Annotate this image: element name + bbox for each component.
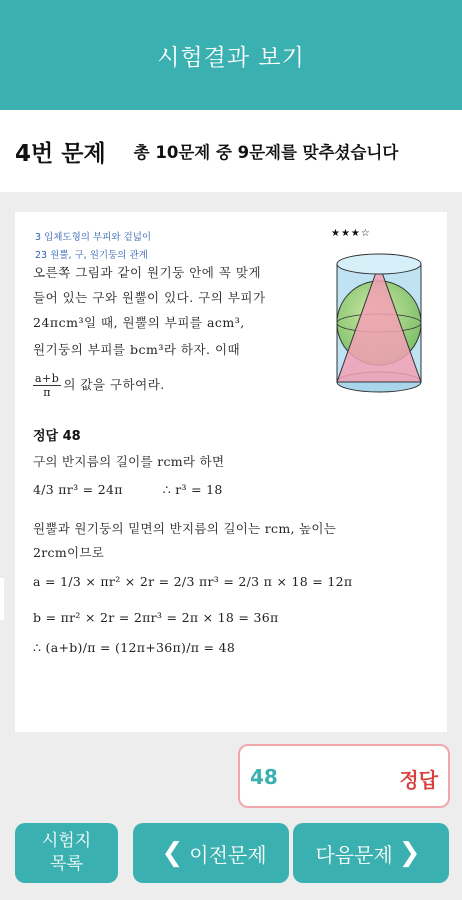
question-fraction: $\frac{a+b}{\pi}$ <box>35 372 60 399</box>
question-text-line: $\frac{a+b}{\pi}$ 의 값을 구하여라. <box>35 372 165 399</box>
question-text-line: 원기둥의 부피를 bcm³라 하자. 이때 <box>33 342 241 357</box>
previous-question-button[interactable] <box>133 823 289 883</box>
chevron-right-icon: ❯ <box>398 838 421 868</box>
question-card <box>15 212 447 732</box>
solution-line: ∴ (a+b)/π = (12π+36π)/π = 48 <box>33 640 236 655</box>
cylinder-sphere-cone-figure <box>329 250 429 400</box>
my-answer-box <box>238 744 450 808</box>
result-summary-bar <box>0 110 462 192</box>
solution-line: a = 1/3 × πr² × 2r = 2/3 πr³ = 2/3 π × 18 = 12π <box>33 574 353 589</box>
answer-heading: 정답 48 <box>33 429 81 444</box>
question-text-line: 들어 있는 구와 원뿔이 있다. 구의 부피가 <box>33 290 266 305</box>
solution-line: b = πr² × 2r = 2πr³ = 2π × 18 = 36π <box>33 610 279 625</box>
next-question-button[interactable] <box>293 823 449 883</box>
next-question-label: 다음문제 <box>315 842 393 867</box>
page-title: 시험결과 보기 <box>157 44 305 71</box>
chevron-left-icon: ❮ <box>161 838 184 868</box>
question-text-line: 오른쪽 그림과 같이 원기둥 안에 꼭 맞게 <box>33 265 262 280</box>
solution-line: 2rcm이므로 <box>33 545 105 560</box>
my-answer-value: 48 <box>250 765 278 789</box>
solution-line: 원뿔과 원기둥의 밑면의 반지름의 길이는 rcm, 높이는 <box>33 521 337 536</box>
exam-list-label-line2: 목록 <box>50 854 83 874</box>
solution-line: 4/3 πr³ = 24π ∴ r³ = 18 <box>33 482 223 497</box>
question-section: 3 입체도형의 부피와 겉넓이 <box>35 232 152 243</box>
app-header <box>0 0 462 110</box>
scroll-edge <box>0 578 4 620</box>
exam-list-label-line1: 시험지 <box>41 831 92 851</box>
question-text-line: 24πcm³일 때, 원뿔의 부피를 acm³, <box>33 315 245 330</box>
exam-list-button[interactable] <box>15 823 118 883</box>
solution-line: 구의 반지름의 길이를 rcm라 하면 <box>33 454 225 469</box>
score-summary: 총 10문제 중 9문제를 맞추셨습니다 <box>133 143 399 162</box>
result-badge: 정답 <box>399 768 438 792</box>
previous-question-label: 이전문제 <box>189 842 267 867</box>
question-topic: 23 원뿔, 구, 원기둥의 관계 <box>35 250 148 261</box>
difficulty-stars: ★★★☆ <box>331 228 371 239</box>
question-number: 4번 문제 <box>15 140 106 167</box>
